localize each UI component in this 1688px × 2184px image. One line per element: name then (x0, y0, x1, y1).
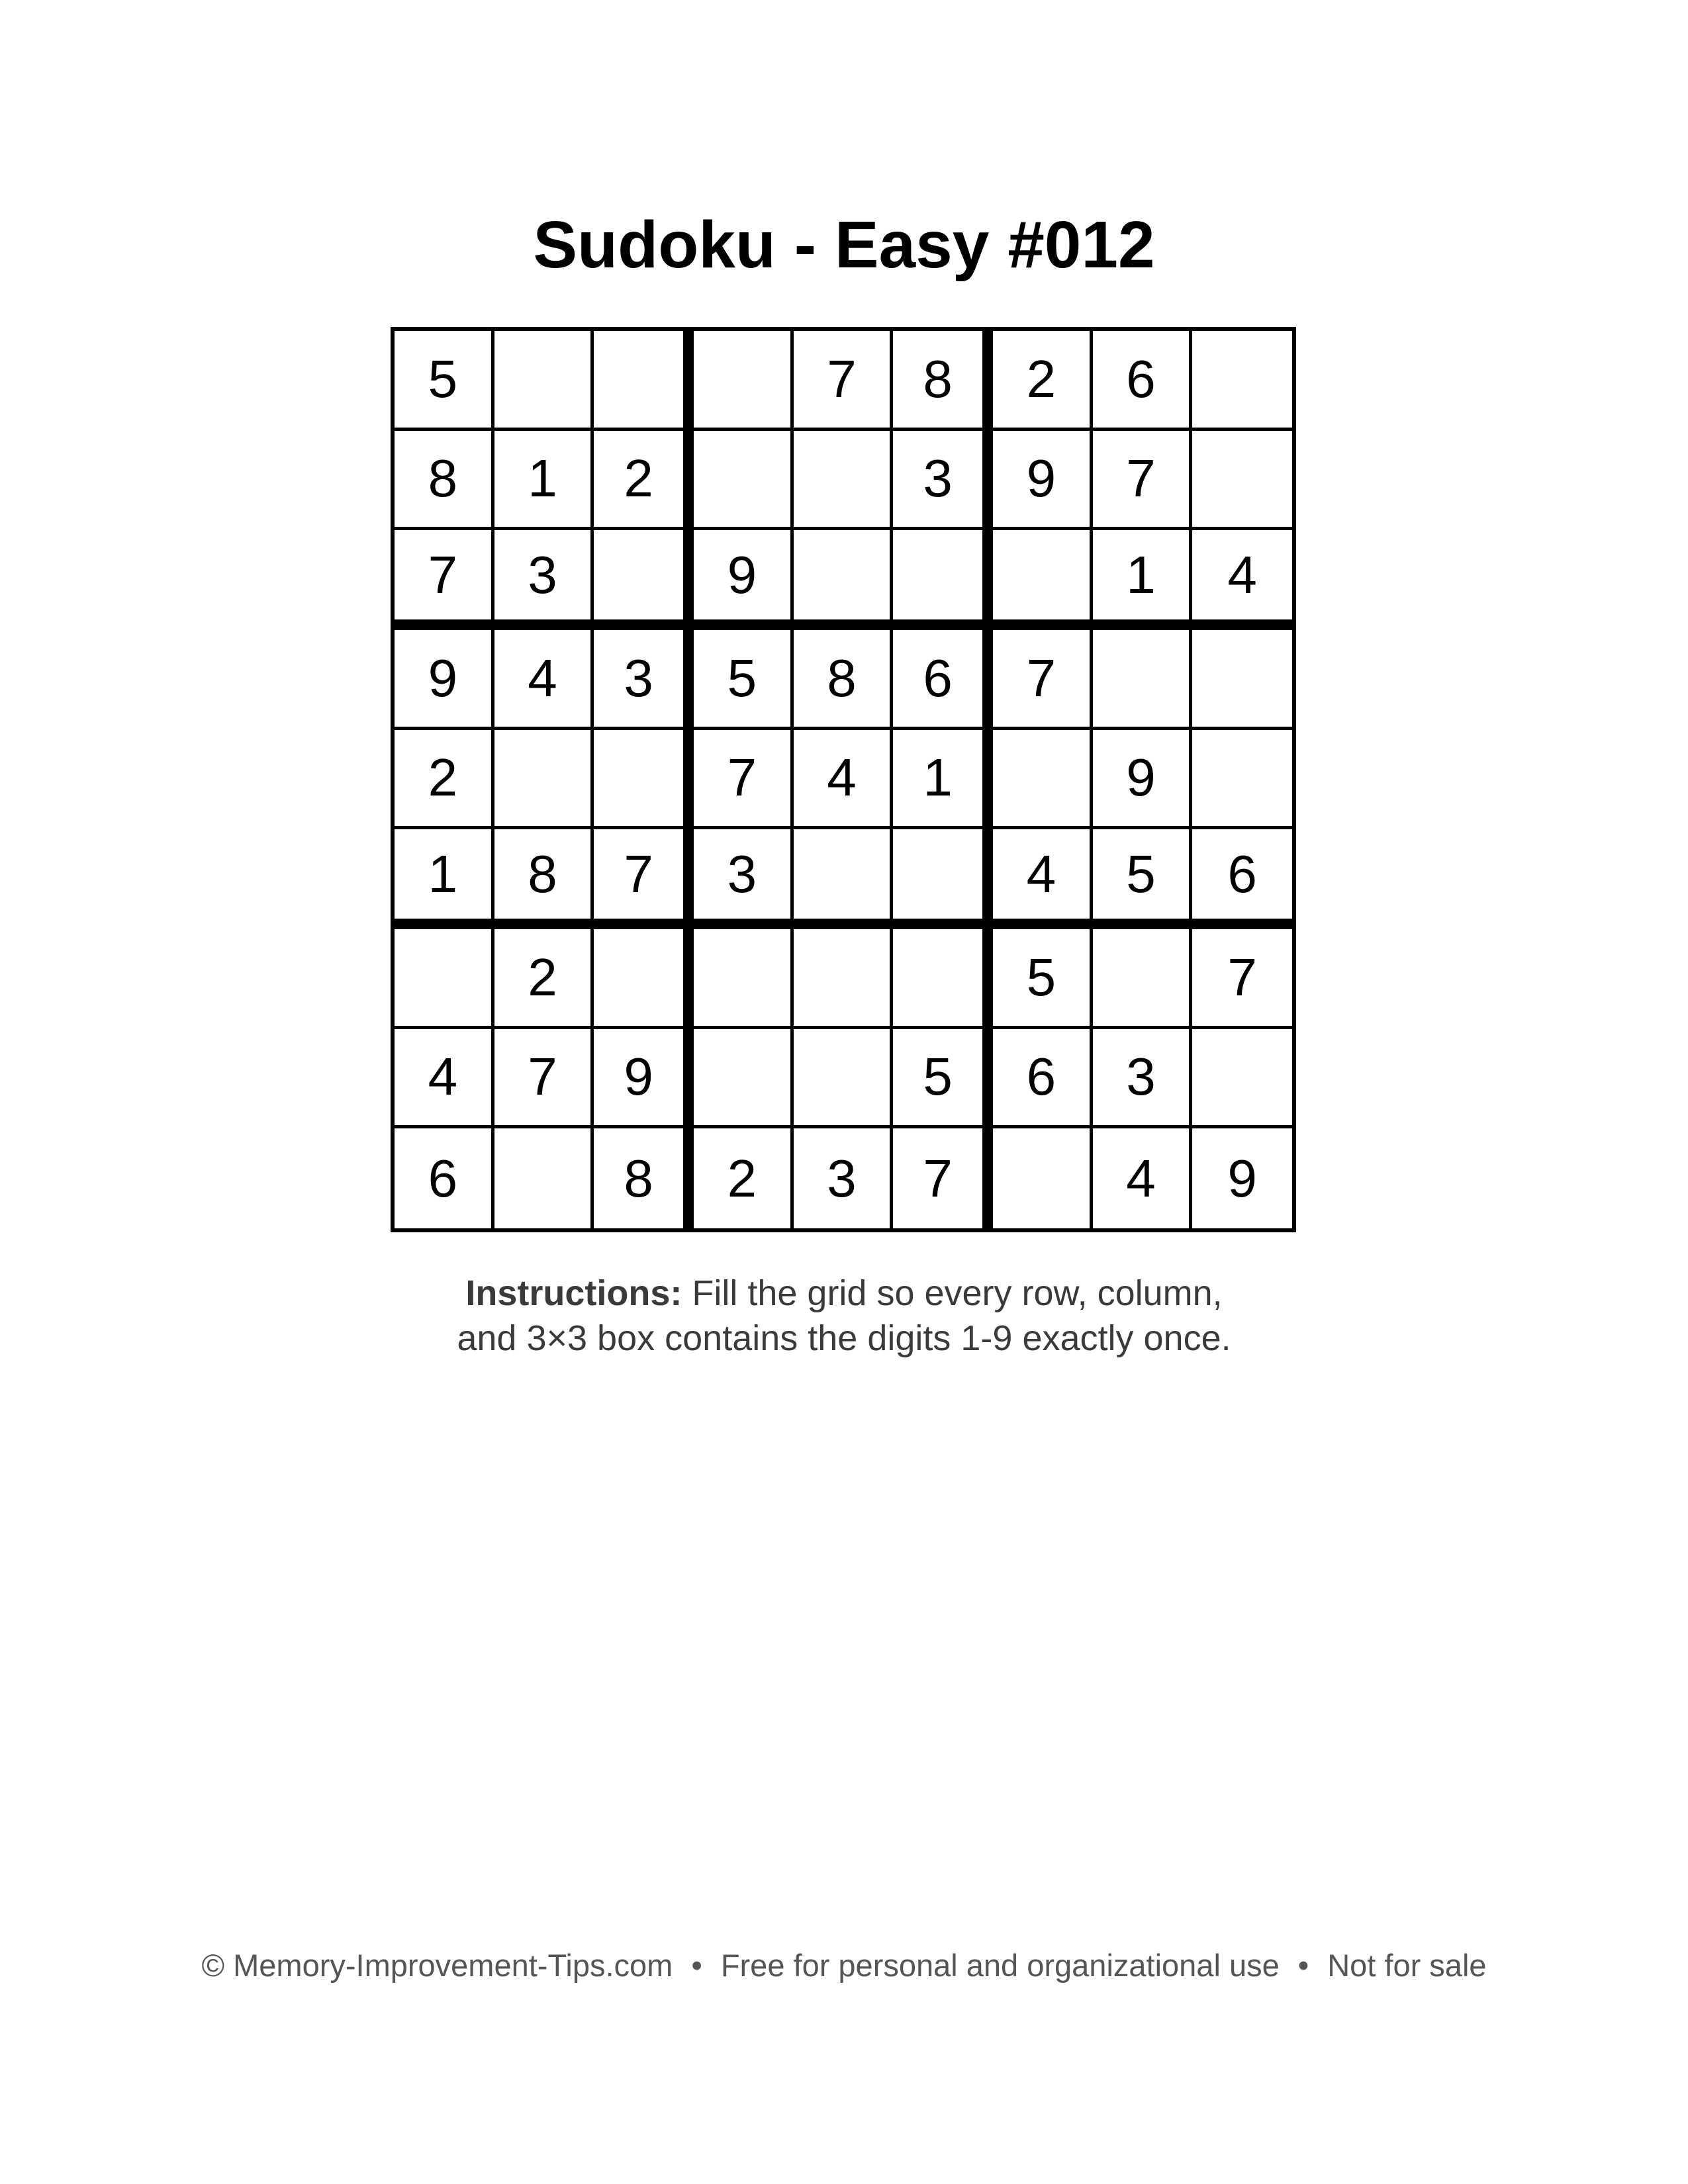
puzzle-title: Sudoku - Easy #012 (533, 208, 1155, 282)
sudoku-cell-given: 7 (1192, 929, 1292, 1029)
sudoku-cell-given: 6 (1192, 829, 1292, 929)
sudoku-cell-given: 2 (694, 1128, 794, 1228)
sudoku-cell-empty[interactable] (694, 929, 794, 1029)
sudoku-cell-given: 3 (1093, 1029, 1193, 1129)
sudoku-cell-given: 8 (794, 630, 894, 730)
sudoku-cell-given: 9 (594, 1029, 694, 1129)
sudoku-cell-given: 3 (494, 530, 594, 630)
instructions-label: Instructions: (465, 1273, 682, 1313)
sudoku-cell-given: 9 (1093, 730, 1193, 830)
footer-separator: • (691, 1948, 702, 1983)
sudoku-cell-given: 8 (893, 331, 993, 431)
sudoku-cell-empty[interactable] (694, 1029, 794, 1129)
sudoku-cell-empty[interactable] (993, 1128, 1093, 1228)
sudoku-cell-given: 9 (395, 630, 494, 730)
sudoku-cell-empty[interactable] (893, 530, 993, 630)
sudoku-cell-given: 3 (893, 431, 993, 531)
sudoku-cell-given: 2 (395, 730, 494, 830)
instructions-line-1 (0, 1271, 1688, 1316)
sudoku-cell-given: 5 (395, 331, 494, 431)
sudoku-cell-empty[interactable] (1093, 630, 1193, 730)
sudoku-cell-given: 4 (794, 730, 894, 830)
sudoku-cell-empty[interactable] (794, 431, 894, 531)
sudoku-cell-empty[interactable] (1192, 1029, 1292, 1129)
sudoku-cell-given: 3 (594, 630, 694, 730)
sudoku-cell-given: 3 (694, 829, 794, 929)
instructions-line-2: and 3×3 box contains the digits 1-9 exactly once. (457, 1318, 1231, 1358)
sudoku-cell-empty[interactable] (594, 530, 694, 630)
sudoku-cell-given: 8 (494, 829, 594, 929)
sudoku-cell-given: 7 (893, 1128, 993, 1228)
footer-license: Free for personal and organizational use (720, 1948, 1280, 1983)
sudoku-cell-empty[interactable] (494, 1128, 594, 1228)
sudoku-cell-empty[interactable] (1192, 431, 1292, 531)
sudoku-cell-given: 6 (893, 630, 993, 730)
sudoku-cell-given: 1 (893, 730, 993, 830)
sudoku-cell-given: 5 (993, 929, 1093, 1029)
sudoku-cell-given: 7 (594, 829, 694, 929)
sudoku-cell-given: 6 (1093, 331, 1193, 431)
sudoku-cell-given: 7 (694, 730, 794, 830)
sudoku-cell-empty[interactable] (494, 730, 594, 830)
sudoku-cell-empty[interactable] (395, 929, 494, 1029)
sudoku-cell-empty[interactable] (794, 530, 894, 630)
sudoku-cell-given: 8 (395, 431, 494, 531)
sudoku-cell-empty[interactable] (794, 929, 894, 1029)
sudoku-cell-given: 4 (1192, 530, 1292, 630)
sudoku-cell-given: 9 (694, 530, 794, 630)
sudoku-cell-given: 2 (993, 331, 1093, 431)
sudoku-cell-given: 3 (794, 1128, 894, 1228)
sudoku-cell-empty[interactable] (794, 1029, 894, 1129)
sudoku-cell-given: 2 (594, 431, 694, 531)
sudoku-cell-empty[interactable] (993, 530, 1093, 630)
sudoku-cell-given: 5 (694, 630, 794, 730)
footer (0, 1946, 1688, 1985)
sudoku-cell-empty[interactable] (594, 331, 694, 431)
sudoku-grid (395, 331, 1292, 1228)
instructions-text-1: Fill the grid so every row, column, (692, 1273, 1223, 1313)
sudoku-cell-given: 5 (893, 1029, 993, 1129)
sudoku-cell-given: 7 (395, 530, 494, 630)
sudoku-cell-given: 6 (993, 1029, 1093, 1129)
sudoku-cell-empty[interactable] (893, 929, 993, 1029)
sudoku-cell-given: 4 (993, 829, 1093, 929)
instructions (0, 1271, 1688, 1361)
sudoku-cell-empty[interactable] (594, 929, 694, 1029)
sudoku-cell-given: 1 (1093, 530, 1193, 630)
sudoku-cell-given: 2 (494, 929, 594, 1029)
sudoku-cell-empty[interactable] (594, 730, 694, 830)
sudoku-cell-given: 4 (395, 1029, 494, 1129)
sudoku-cell-empty[interactable] (494, 331, 594, 431)
sudoku-cell-given: 6 (395, 1128, 494, 1228)
sudoku-cell-given: 7 (794, 331, 894, 431)
sudoku-cell-empty[interactable] (1093, 929, 1193, 1029)
sudoku-cell-empty[interactable] (694, 331, 794, 431)
sudoku-cell-given: 4 (1093, 1128, 1193, 1228)
sudoku-cell-empty[interactable] (1192, 331, 1292, 431)
sudoku-board (391, 327, 1296, 1232)
footer-copyright: © Memory-Improvement-Tips.com (201, 1948, 673, 1983)
sudoku-cell-given: 9 (1227, 1148, 1257, 1208)
sudoku-cell-given: 8 (594, 1128, 694, 1228)
sudoku-cell-given: 1 (395, 829, 494, 929)
sudoku-cell-given: 7 (494, 1029, 594, 1129)
sudoku-cell-empty[interactable] (1192, 630, 1292, 730)
sudoku-cell-given: 7 (1093, 431, 1193, 531)
sudoku-cell-empty[interactable] (694, 431, 794, 531)
sudoku-cell-given: 9 (993, 431, 1093, 531)
sudoku-cell-given: 5 (1093, 829, 1193, 929)
sudoku-cell-empty[interactable] (993, 730, 1093, 830)
sudoku-cell-empty[interactable] (794, 829, 894, 929)
sudoku-cell-given: 7 (993, 630, 1093, 730)
footer-not-for-sale: Not for sale (1327, 1948, 1487, 1983)
footer-separator: • (1297, 1948, 1309, 1983)
sudoku-cell-empty[interactable] (1192, 730, 1292, 830)
sudoku-cell-empty[interactable] (893, 829, 993, 929)
sudoku-cell-given: 1 (494, 431, 594, 531)
sudoku-cell-given: 4 (494, 630, 594, 730)
